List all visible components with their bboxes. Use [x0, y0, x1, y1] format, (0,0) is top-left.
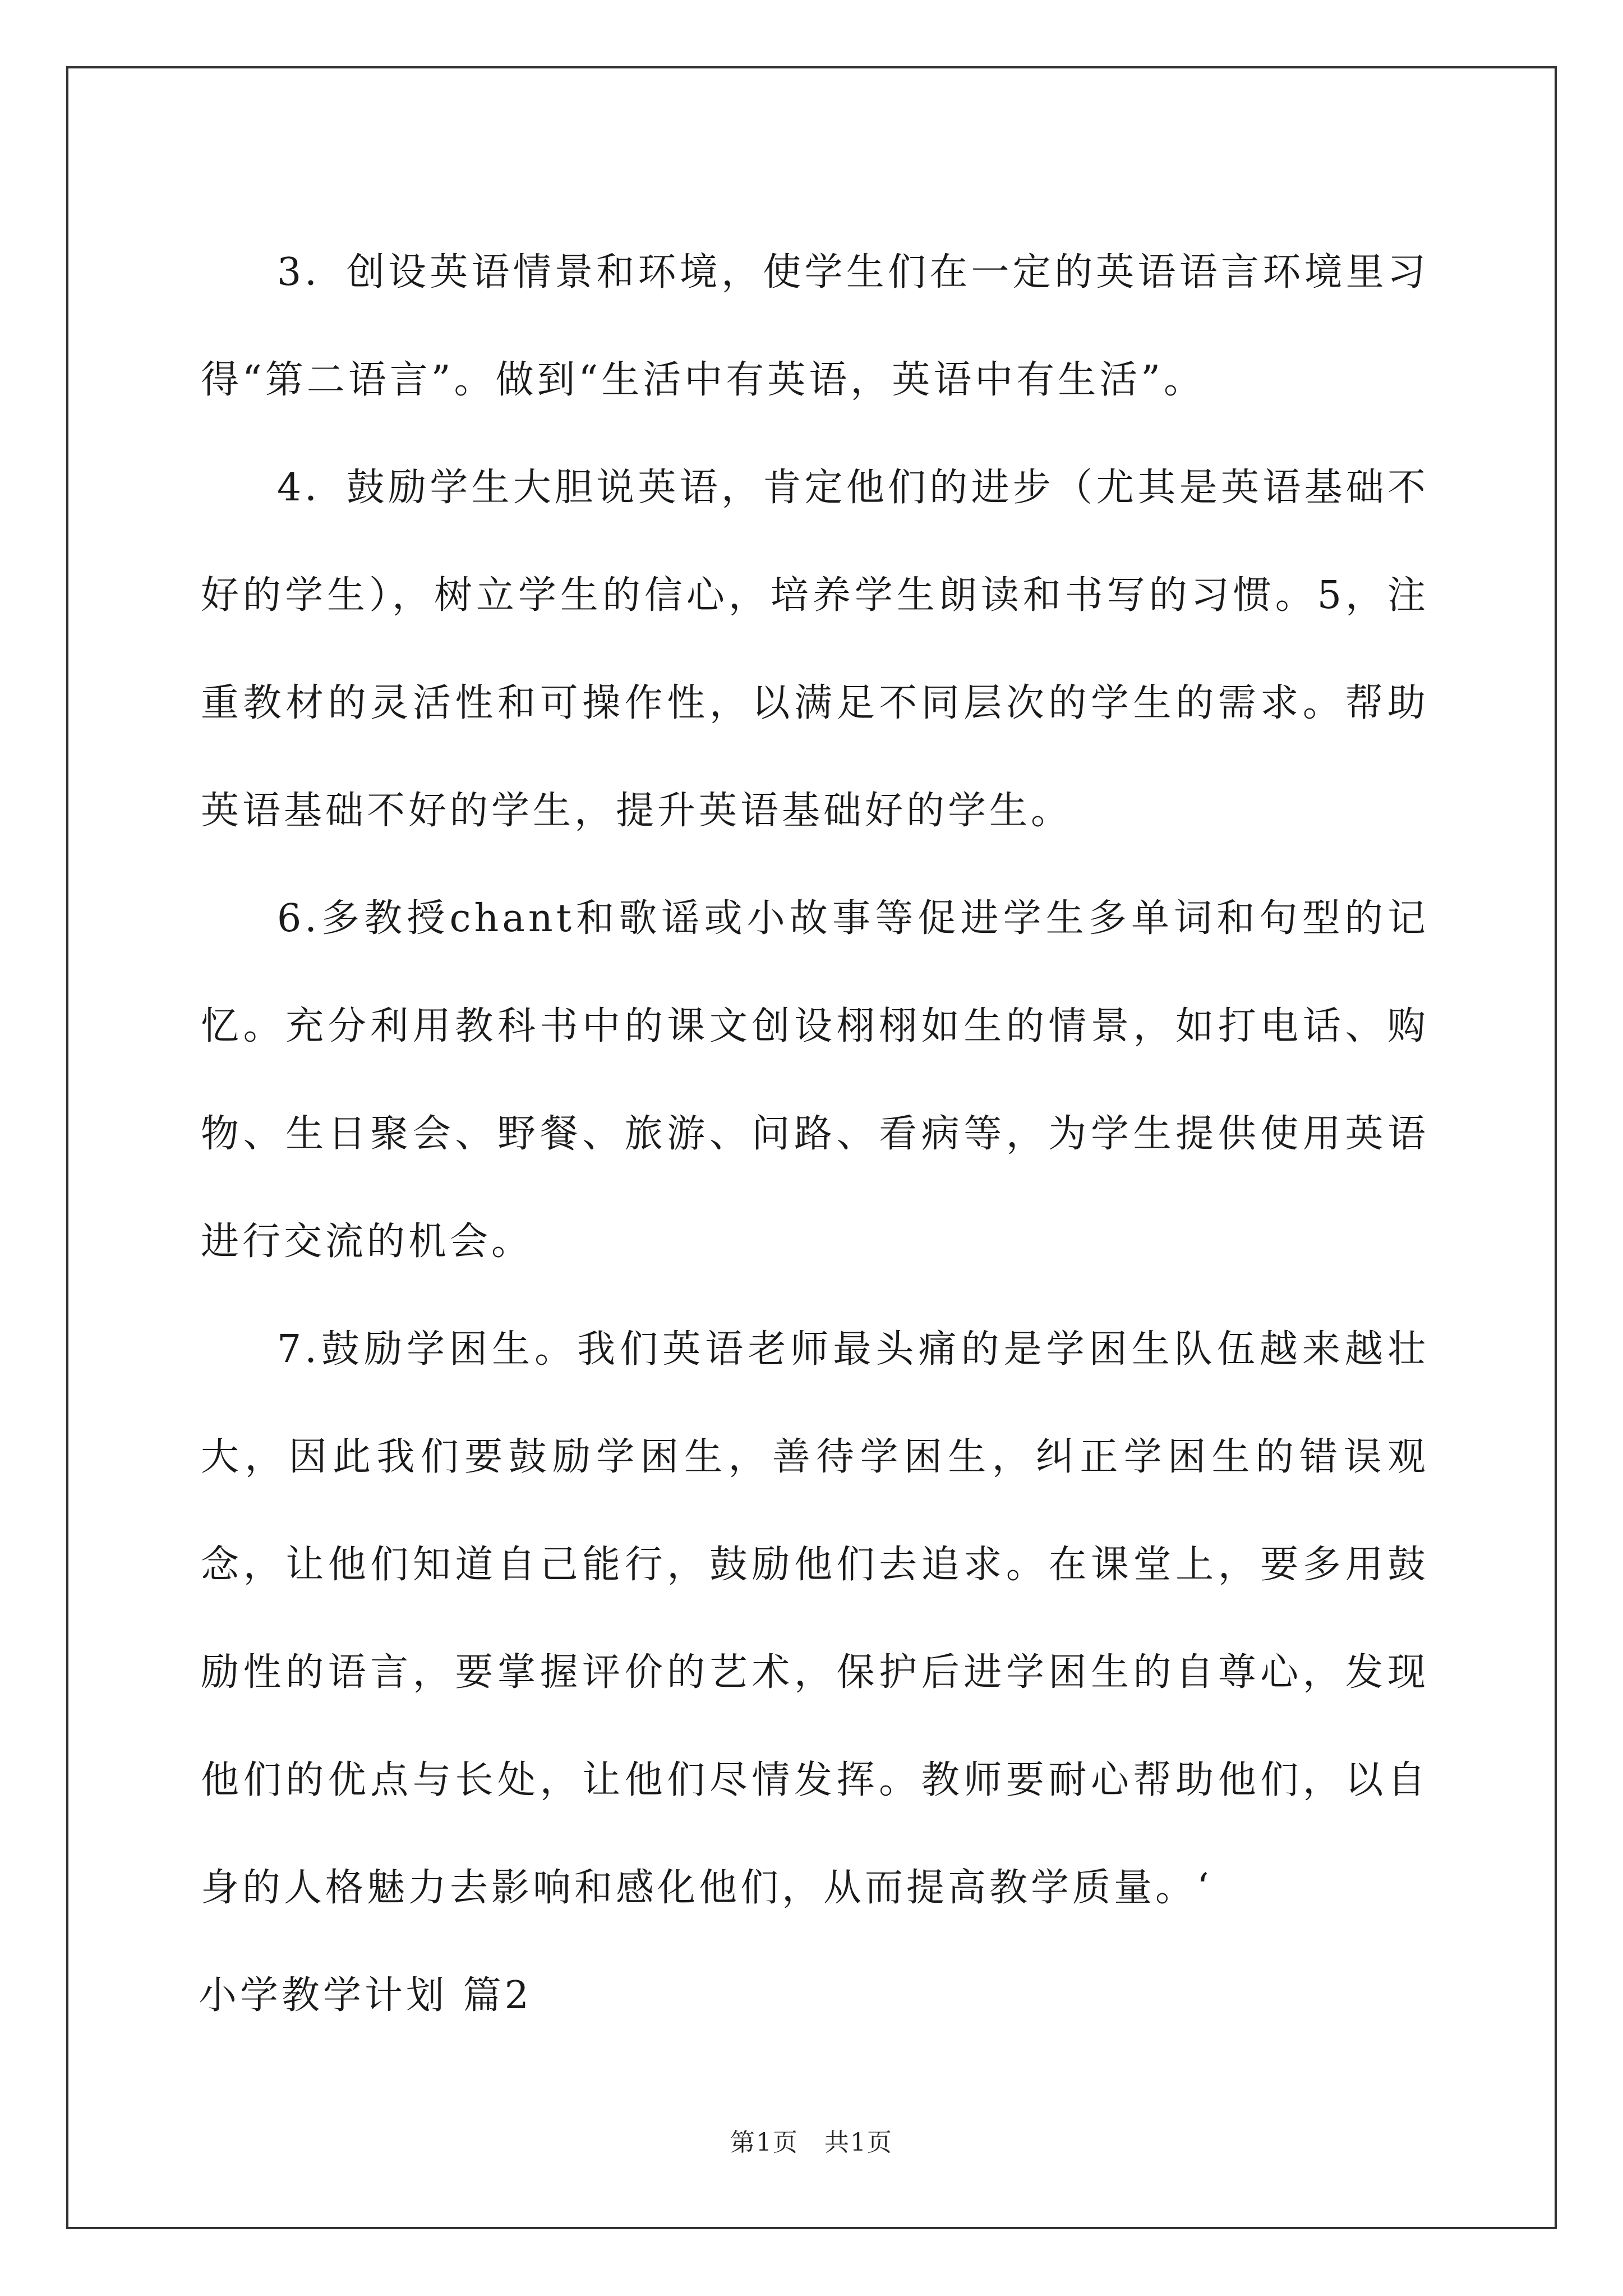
- paragraph-3: 3．创设英语情景和环境，使学生们在一定的英语语言环境里习得“第二语言”。做到“生活中有英语，英语中有生活”。: [201, 250, 1429, 402]
- document-body: [201, 219, 1429, 2050]
- section-heading: 小学教学计划 篇2: [199, 1973, 532, 2018]
- page-number-footer: 第1页 共1页: [730, 2128, 893, 2157]
- paragraph-4: 4．鼓励学生大胆说英语，肯定他们的进步（尤其是英语基础不好的学生），树立学生的信心，培养学生朗读和书写的习惯。5，注重教材的灵活性和可操作性，以满足不同层次的学生的需求。帮助英语基础不好的学生，提升英语基础好的学生。: [201, 466, 1429, 833]
- paragraph-6: 6.多教授chant和歌谣或小故事等促进学生多单词和句型的记忆。充分利用教科书中的课文创设栩栩如生的情景，如打电话、购物、生日聚会、野餐、旅游、问路、看病等，为学生提供使用英语进行交流的机会。: [201, 896, 1429, 1264]
- paragraph-7: 7.鼓励学困生。我们英语老师最头痛的是学困生队伍越来越壮大，因此我们要鼓励学困生，善待学困生，纠正学困生的错误观念，让他们知道自己能行，鼓励他们去追求。在课堂上，要多用鼓励性的语言，要掌握评价的艺术，保护后进学困生的自尊心，发现他们的优点与长处，让他们尽情发挥。教师要耐心帮助他们，以自身的人格魅力去影响和感化他们，从而提高教学质量。‘: [201, 1327, 1429, 1910]
